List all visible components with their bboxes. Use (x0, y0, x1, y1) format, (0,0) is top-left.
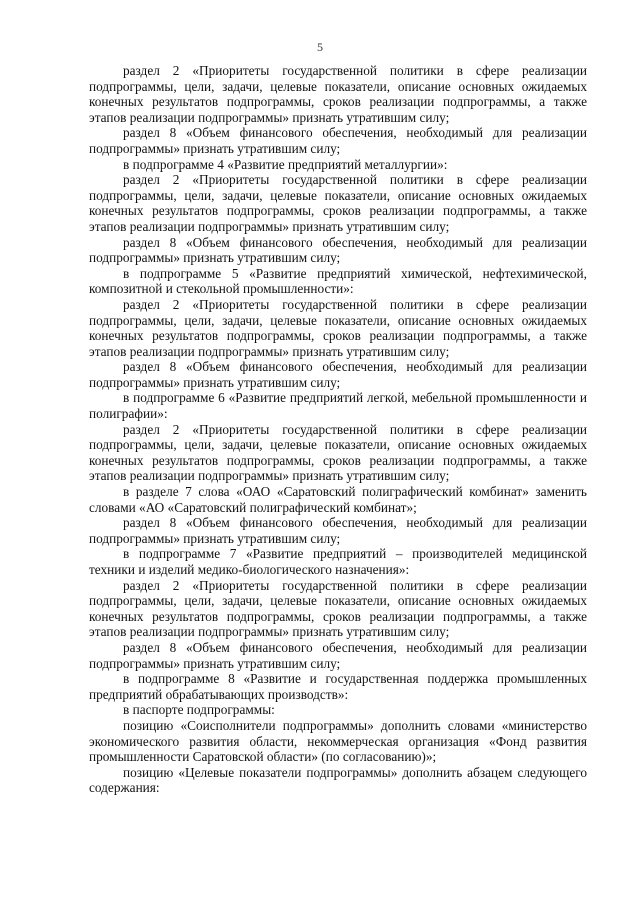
paragraph: раздел 8 «Объем финансового обеспечения, необходимый для реализации подпрограммы» признать утратившим силу; (89, 639, 587, 671)
paragraph: раздел 8 «Объем финансового обеспечения, необходимый для реализации подпрограммы» признать утратившим силу; (89, 125, 587, 156)
paragraph: в подпрограмме 6 «Развитие предприятий легкой, мебельной промышленности и полиграфии»: (89, 390, 587, 422)
paragraph: раздел 2 «Приоритеты государственной политики в сфере реализации подпрограммы, цели, задачи, целевые показатели, описание основных ожидаемых конечных результатов подпрограммы, сроков реализации подпрограммы, а также этапов реализации подпрограммы» признать утратившим силу; (89, 63, 587, 125)
paragraph: в подпрограмме 8 «Развитие и государственная поддержка промышленных предприятий обрабатывающих производств»: (89, 671, 587, 702)
paragraph: раздел 8 «Объем финансового обеспечения, необходимый для реализации подпрограммы» признать утратившим силу; (89, 234, 587, 266)
paragraph: в подпрограмме 5 «Развитие предприятий химической, нефтехимической, композитной и стекольной промышленности»: (89, 265, 587, 297)
paragraph: в паспорте подпрограммы: (123, 702, 275, 718)
paragraph: раздел 8 «Объем финансового обеспечения, необходимый для реализации подпрограммы» признать утратившим силу; (89, 515, 587, 546)
paragraph: раздел 8 «Объем финансового обеспечения, необходимый для реализации подпрограммы» признать утратившим силу; (89, 359, 587, 390)
paragraph: позицию «Целевые показатели подпрограммы» дополнить абзацем следующего содержания: (89, 764, 587, 796)
paragraph: в подпрограмме 4 «Развитие предприятий металлургии»: (123, 156, 448, 172)
paragraph: раздел 2 «Приоритеты государственной политики в сфере реализации подпрограммы, цели, задачи, целевые показатели, описание основных ожидаемых конечных результатов подпрограммы, сроков реализации подпрограммы, а также этапов реализации подпрограммы» признать утратившим силу; (89, 172, 587, 234)
paragraph: позицию «Соисполнители подпрограммы» дополнить словами «министерство экономического развития области, некоммерческая организация «Фонд развития промышленности Саратовской области» (по согласованию)»; (89, 717, 587, 765)
paragraph: раздел 2 «Приоритеты государственной политики в сфере реализации подпрограммы, цели, задачи, целевые показатели, описание основных ожидаемых конечных результатов подпрограммы, сроков реализации подпрограммы, а также этапов реализации подпрограммы» признать утратившим силу; (89, 421, 587, 484)
paragraph: раздел 2 «Приоритеты государственной политики в сфере реализации подпрограммы, цели, задачи, целевые показатели, описание основных ожидаемых конечных результатов подпрограммы, сроков реализации подпрограммы, а также этапов реализации подпрограммы» признать утратившим силу; (89, 296, 587, 359)
page-number: 5 (317, 40, 323, 54)
paragraph: в разделе 7 слова «ОАО «Саратовский полиграфический комбинат» заменить словами «АО «Саратовский полиграфический комбинат»; (89, 484, 587, 515)
paragraph: раздел 2 «Приоритеты государственной политики в сфере реализации подпрограммы, цели, задачи, целевые показатели, описание основных ожидаемых конечных результатов подпрограммы, сроков реализации подпрограммы, а также этапов реализации подпрограммы» признать утратившим силу; (89, 577, 587, 640)
document-body (89, 63, 587, 796)
paragraph: в подпрограмме 7 «Развитие предприятий – производителей медицинской техники и изделий медико-биологического назначения»: (89, 546, 587, 577)
